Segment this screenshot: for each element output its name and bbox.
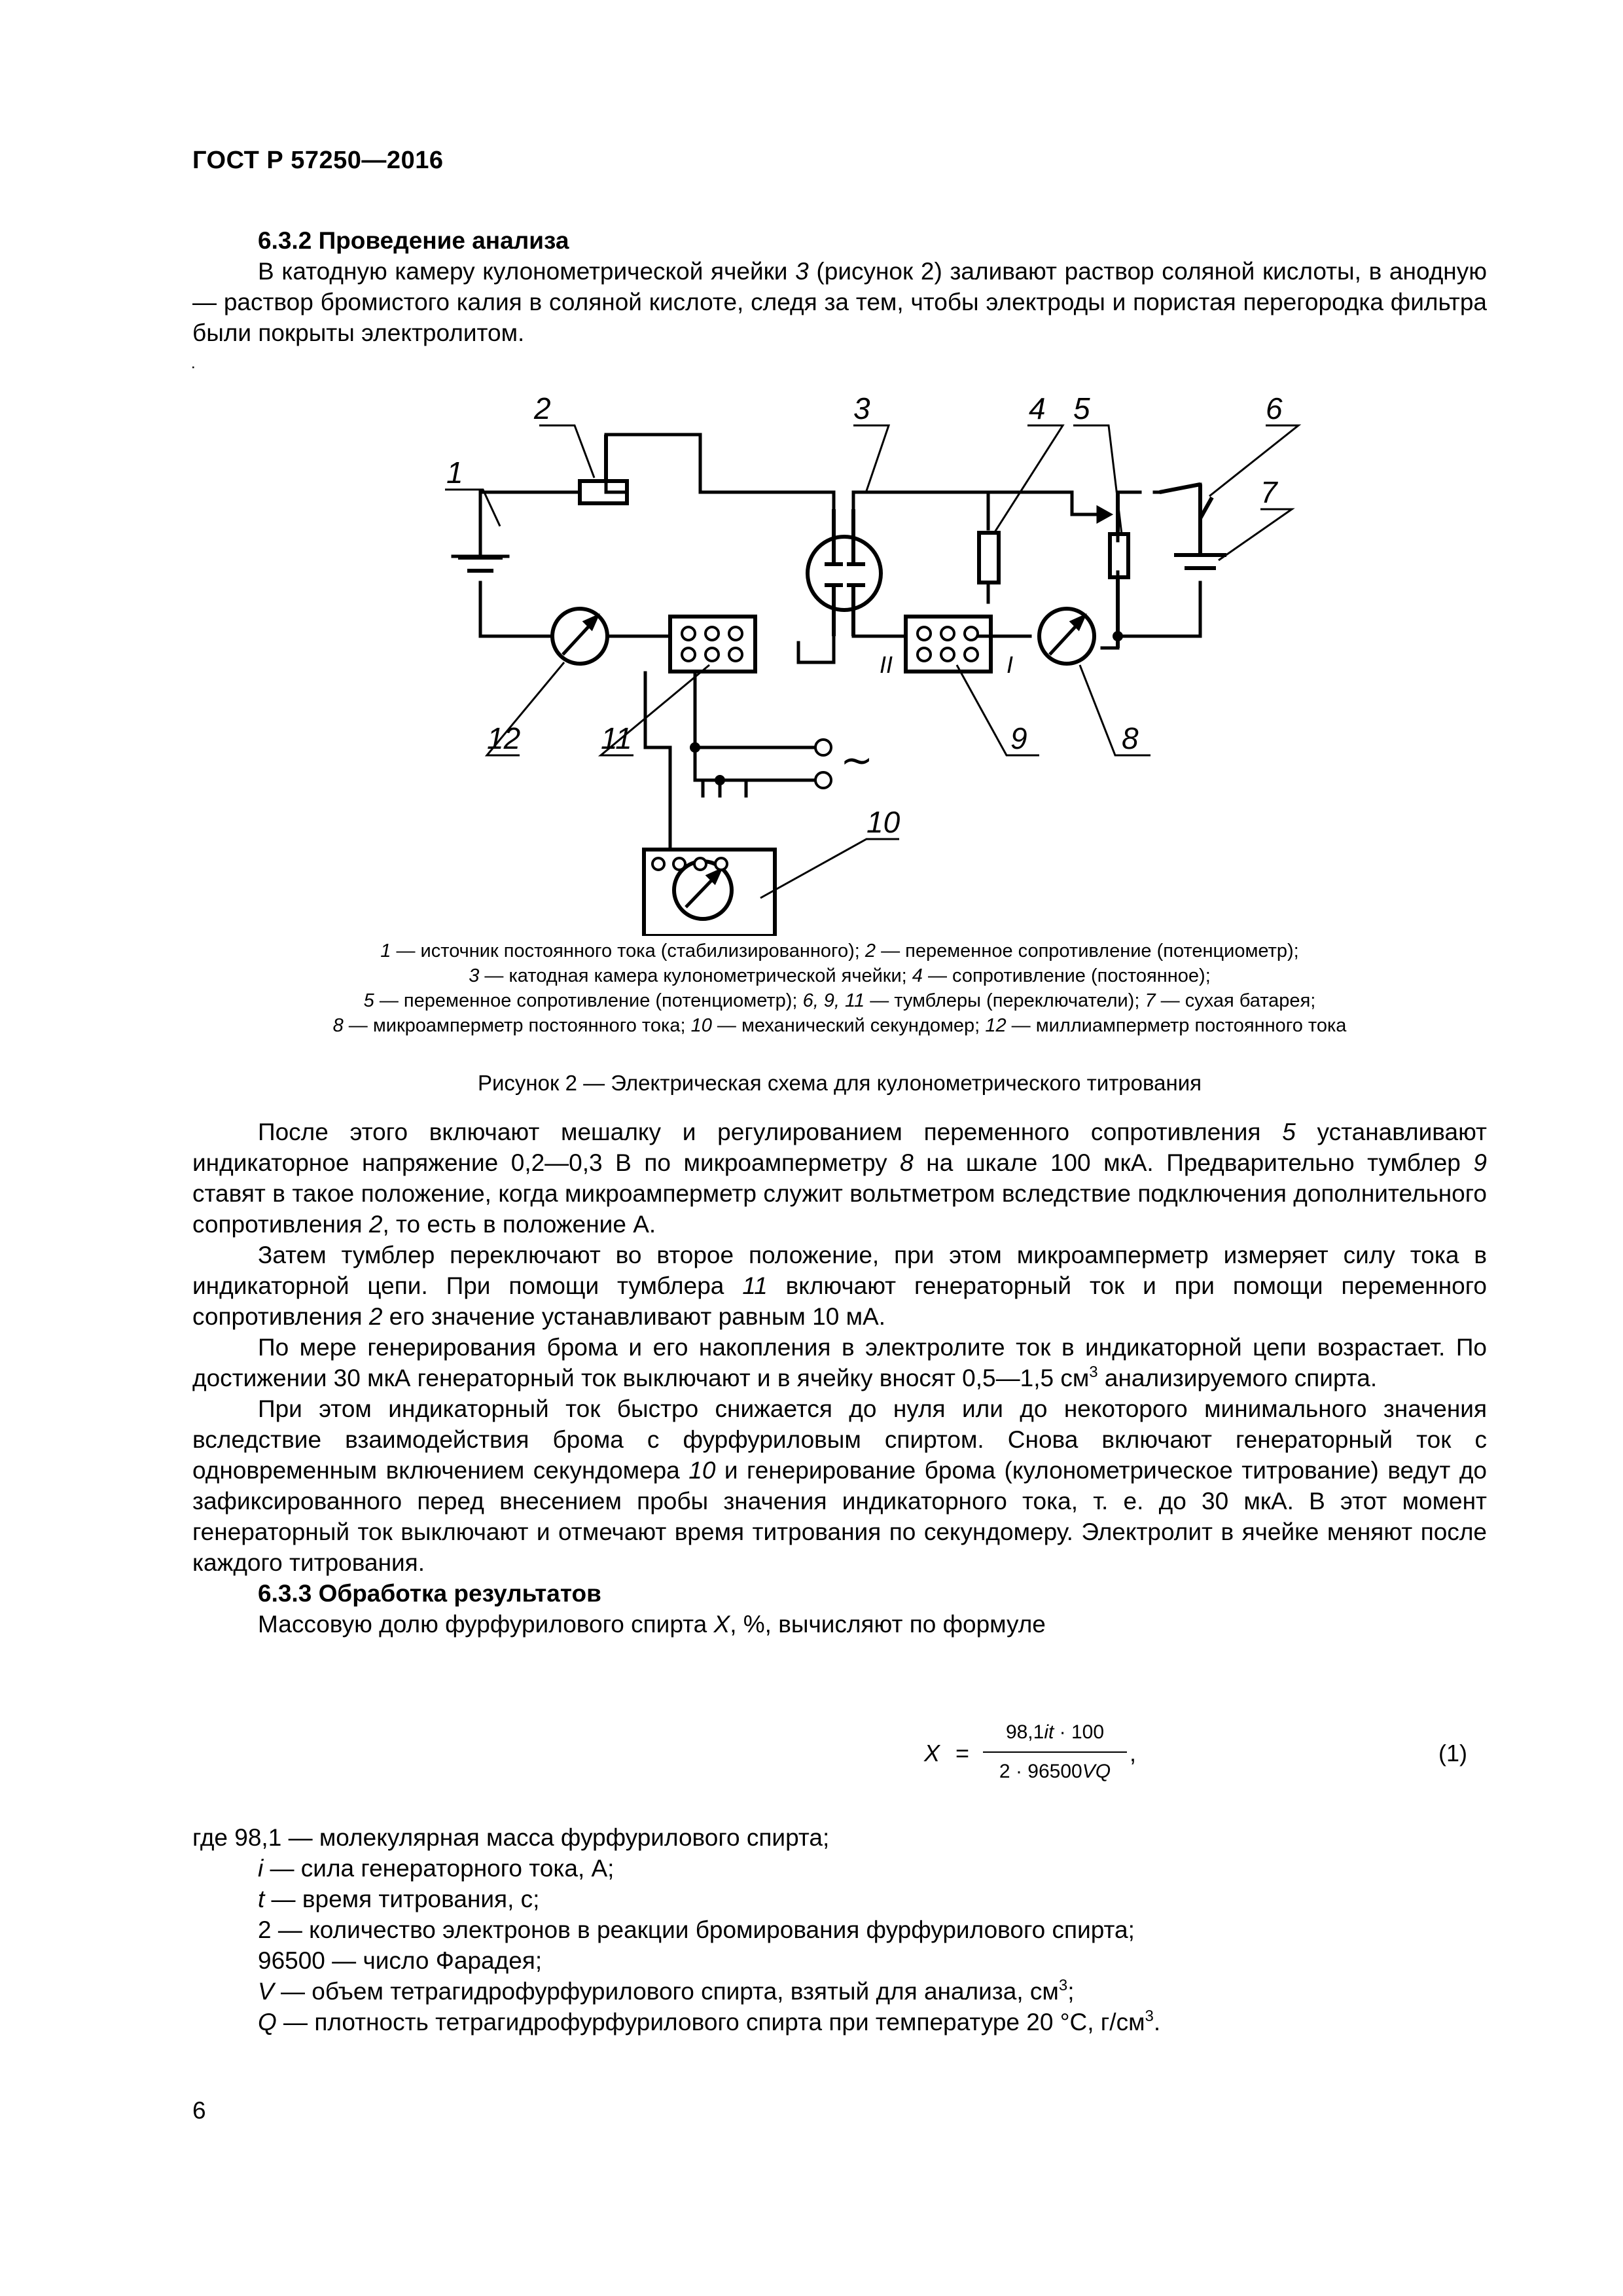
definition-row: i — сила генераторного тока, А; [258, 1855, 615, 1882]
label-3: 3 [853, 391, 870, 425]
wire [695, 673, 814, 747]
paragraph: Затем тумблер переключают во второе положение, при этом микроамперметр измеряет силу тока в индикаторной цепи. При помощи тумблера 11 включают генераторный ток и при помощи переменного сопротивления 2 его значение устанавливают равным 10 мА. [192, 1242, 1487, 1330]
label-4: 4 [1029, 391, 1046, 425]
fraction-bar [983, 1751, 1127, 1753]
label-2: 2 [534, 391, 551, 425]
label-8: 8 [1122, 721, 1139, 755]
leader-7 [1219, 509, 1292, 560]
legend-line: 1 — источник постоянного тока (стабилизированного); 2 — переменное сопротивление (потенциометр); [380, 941, 1299, 961]
label-9: 9 [1010, 721, 1027, 755]
definition-row: где 98,1 — молекулярная масса фурфурилового спирта; [192, 1824, 830, 1851]
paragraph: Массовую долю фурфурилового спирта X, %, вычисляют по формуле [258, 1611, 1046, 1638]
section-heading: 6.3.3 Обработка результатов [258, 1580, 601, 1607]
formula-denominator: 2 · 96500VQ [999, 1761, 1111, 1782]
legend-line: 3 — катодная камера кулонометрической ячейки; 4 — сопротивление (постоянное); [469, 965, 1211, 986]
resistor-4 [979, 533, 999, 583]
legend-line: 8 — микроамперметр постоянного тока; 10 — механический секундомер; 12 — миллиамперметр постоянного тока [332, 1015, 1347, 1036]
definition-row: 2 — количество электронов в реакции бромирования фурфурилового спирта; [258, 1916, 1135, 1943]
paragraph: В катодную камеру кулонометрической ячейки 3 (рисунок 2) заливают раствор соляной кислоты, в анодную — раствор бромистого калия в соляной кислоте, следя за тем, чтобы электроды и пористая перегородка фильтра были покрыты электролитом. [192, 258, 1487, 346]
paragraph: При этом индикаторный ток быстро снижается до нуля или до некоторого минимального значения вследствие взаимодействия брома с фурфуриловым спиртом. Снова включают генераторный ток с одновременным включением секундомера 10 и генерирование брома (кулонометрическое титрование) ведут до зафиксированного перед внесением пробы значения индикаторного тока, т. е. до 30 мкА. В этот момент генераторный ток выключают и отмечают время титрования по секундомеру. Электролит в ячейке меняют после каждого титрования. [192, 1395, 1488, 1576]
paragraph: После этого включают мешалку и регулированием переменного сопротивления 5 устанавливают индикаторное напряжение 0,2—0,3 В по микроамперметру 8 на шкале 100 мкА. Предварительно тумблер 9 ставят в такое положение, когда микроамперметр служит вольтметром вследствие подключения дополнительного сопротивления 2, то есть в положение А. [192, 1119, 1487, 1238]
definition-row: Q — плотность тетрагидрофурфурилового спирта при температуре 20 °С, $г/см^3$. [258, 2007, 1161, 2036]
wire [645, 673, 670, 850]
switch-11 [670, 617, 755, 672]
paragraph: По мере генерирования брома и его накопления в электролите ток в индикаторной цепи возрастает. По достижении 30 мкА генераторный ток выключают и в ячейку вносят 0,5—1,5 $см^3$ анализируемого спирта. [192, 1334, 1487, 1391]
section-heading: 6.3.2 Проведение анализа [258, 227, 569, 254]
label-1: 1 [446, 456, 463, 490]
switch-mark-i: I [1007, 651, 1014, 678]
formula-comma: , [1130, 1740, 1137, 1767]
wire [853, 492, 988, 529]
formula-lhs: X [924, 1740, 940, 1767]
leader-2 [539, 425, 594, 478]
definition-row: V — объем тетрагидрофурфурилового спирта, взятый для анализа, $см^3$; [258, 1977, 1075, 2005]
label-6: 6 [1266, 391, 1283, 425]
switch-9 [906, 617, 991, 672]
leader-4 [993, 425, 1063, 534]
coulometric-cell-3 [808, 537, 881, 610]
label-7: 7 [1260, 475, 1277, 509]
circuit-diagram [192, 367, 1487, 936]
label-5: 5 [1073, 391, 1090, 425]
label-12: 12 [487, 721, 521, 755]
body-text [192, 1117, 1487, 1640]
leader-10 [760, 839, 899, 898]
label-10: 10 [866, 805, 901, 839]
formula-equals: = [955, 1740, 970, 1767]
wire [480, 583, 552, 636]
figure-legend [192, 939, 1487, 1038]
formula-number: (1) [1438, 1740, 1467, 1767]
wire [988, 492, 1098, 514]
leader-3 [853, 425, 889, 491]
circuit-svg [192, 367, 1487, 936]
switch-mark-ii: II [880, 651, 893, 678]
formula-numerator: 98,1it · 100 [1005, 1721, 1105, 1743]
wire [798, 636, 834, 662]
legend-line: 5 — переменное сопротивление (потенциометр); 6, 9, 11 — тумблеры (переключатели); 7 — сухая батарея; [363, 990, 1316, 1011]
ac-symbol: ~ [840, 738, 874, 783]
formula-fraction [983, 1717, 1127, 1787]
label-11: 11 [601, 721, 632, 755]
definition-row: 96500 — число Фарадея; [258, 1947, 543, 1974]
page-number: 6 [192, 2097, 206, 2124]
leader-1 [449, 490, 500, 526]
leader-6 [1209, 425, 1298, 496]
wire [606, 435, 834, 509]
figure-caption: Рисунок 2 — Электрическая схема для кулонометрического титрования [477, 1071, 1202, 1095]
wire [1118, 583, 1200, 636]
leader-8 [1080, 665, 1150, 755]
definition-row: t — время титрования, с; [258, 1886, 540, 1912]
formula-definitions [192, 1822, 1487, 2037]
section-6-3-2 [192, 225, 1487, 348]
document-header: ГОСТ Р 57250—2016 [192, 147, 444, 174]
wire [480, 492, 580, 556]
formula-1 [192, 1717, 1487, 1796]
